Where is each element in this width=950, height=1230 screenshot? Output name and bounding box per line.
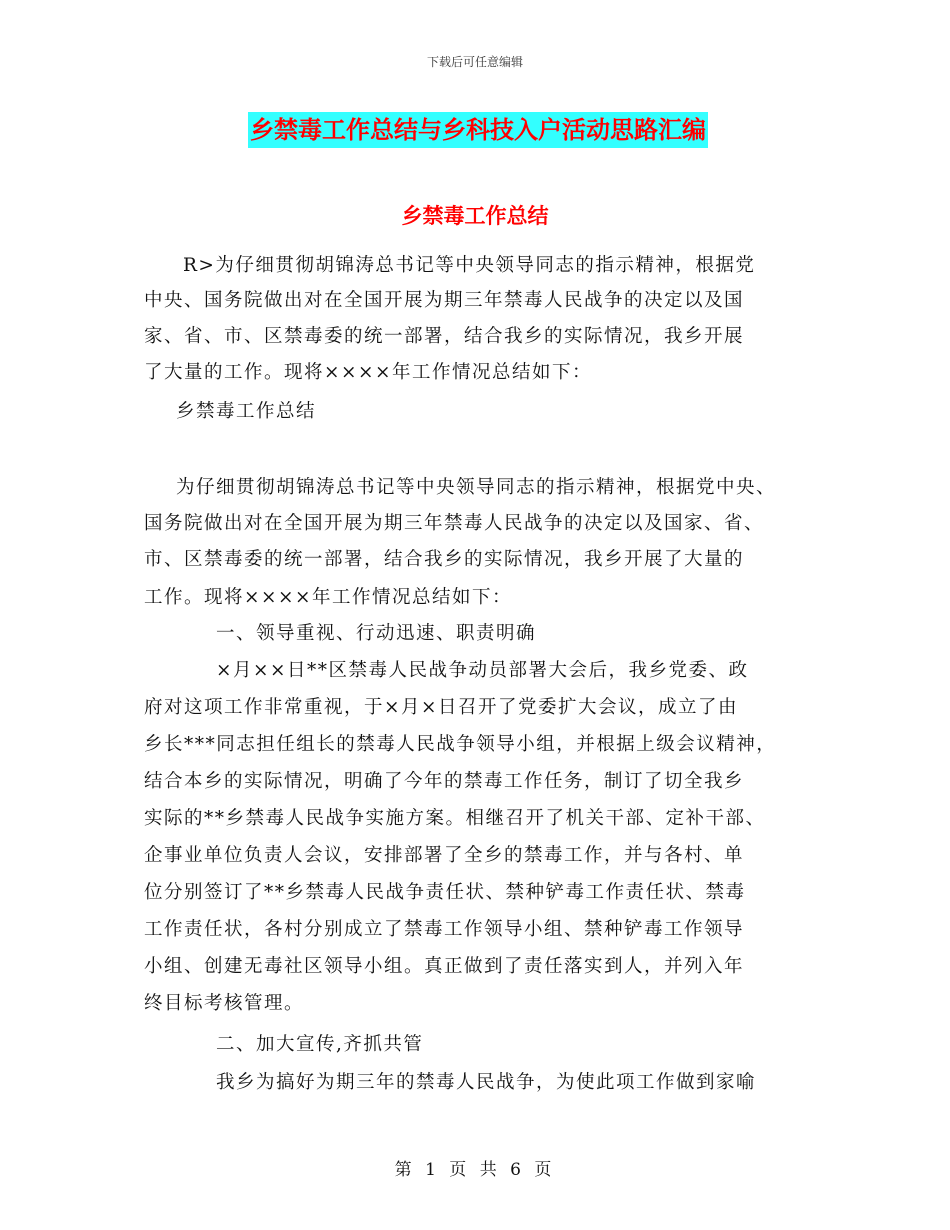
paragraph-line: 小组、创建无毒社区领导小组。真正做到了责任落实到人，并列入年 bbox=[144, 956, 745, 977]
paragraph-line: 乡禁毒工作总结 bbox=[176, 401, 317, 422]
paragraph-line: 乡长***同志担任组长的禁毒人民战争领导小组，并根据上级会议精神， bbox=[144, 734, 777, 755]
paragraph-line: 企事业单位负责人会议，安排部署了全乡的禁毒工作，并与各村、单 bbox=[144, 845, 745, 866]
paragraph-line: 国务院做出对在全国开展为期三年禁毒人民战争的决定以及国家、省、 bbox=[144, 513, 765, 534]
section-title: 乡禁毒工作总结 bbox=[401, 204, 549, 228]
document-title: 乡禁毒工作总结与乡科技入户活动思路汇编 bbox=[248, 112, 708, 148]
paragraph-line: 结合本乡的实际情况，明确了今年的禁毒工作任务，制订了切全我乡 bbox=[144, 771, 745, 792]
paragraph-line: ×月××日**区禁毒人民战争动员部署大会后，我乡党委、政 bbox=[216, 660, 749, 681]
header-note: 下载后可任意编辑 bbox=[426, 55, 523, 69]
paragraph-line: 为仔细贯彻胡锦涛总书记等中央领导同志的指示精神，根据党中央、 bbox=[176, 477, 777, 498]
paragraph-line: 终目标考核管理。 bbox=[144, 993, 305, 1014]
paragraph-line: 市、区禁毒委的统一部署，结合我乡的实际情况，我乡开展了大量的 bbox=[144, 549, 745, 570]
paragraph-line: 工作。现将××××年工作情况总结如下： bbox=[144, 587, 513, 608]
paragraph-line: 我乡为搞好为期三年的禁毒人民战争，为使此项工作做到家喻 bbox=[216, 1072, 757, 1093]
page-number: 第 1 页 共 6 页 bbox=[394, 1160, 556, 1180]
paragraph-line: 中央、国务院做出对在全国开展为期三年禁毒人民战争的决定以及国 bbox=[144, 290, 745, 311]
paragraph-line: 实际的**乡禁毒人民战争实施方案。相继召开了机关干部、定补干部、 bbox=[144, 808, 766, 829]
paragraph-line: 一、领导重视、行动迅速、职责明确 bbox=[216, 623, 537, 644]
paragraph-line: 家、省、市、区禁毒委的统一部署，结合我乡的实际情况，我乡开展 bbox=[144, 326, 745, 347]
paragraph-line: 位分别签订了**乡禁毒人民战争责任状、禁种铲毒工作责任状、禁毒 bbox=[144, 882, 746, 903]
paragraph-line: 府对这项工作非常重视，于×月×日召开了党委扩大会议，成立了由 bbox=[144, 697, 739, 718]
paragraph-line: R>为仔细贯彻胡锦涛总书记等中央领导同志的指示精神，根据党 bbox=[183, 255, 756, 276]
paragraph-line: 工作责任状，各村分别成立了禁毒工作领导小组、禁种铲毒工作领导 bbox=[144, 919, 745, 940]
paragraph-line: 二、加大宣传,齐抓共管 bbox=[216, 1034, 424, 1055]
paragraph-line: 了大量的工作。现将××××年工作情况总结如下： bbox=[144, 362, 593, 383]
